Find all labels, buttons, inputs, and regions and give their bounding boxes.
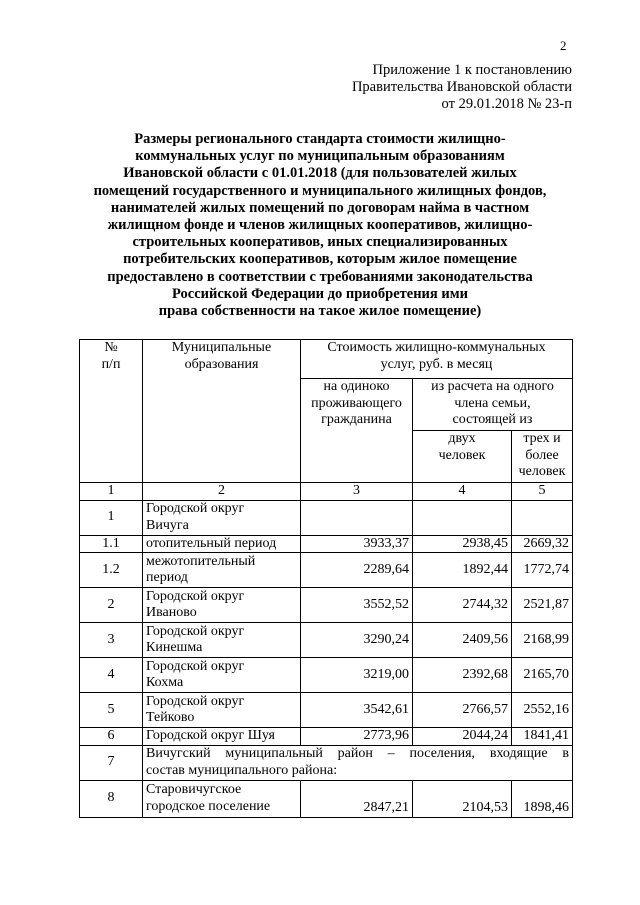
title-line: Размеры регионального стандарта стоимости жилищно- [134, 131, 506, 147]
column-index: 5 [512, 483, 573, 501]
title-line: Ивановской области с 01.01.2018 (для пользователей жилых [123, 165, 517, 182]
header-two: двух человек [413, 431, 512, 483]
table-row: 5 Городской округ Тейково 3542,61 2766,57 2552,16 [80, 693, 573, 728]
header-three: трех и более человек [512, 431, 573, 483]
title-line: строительных кооперативов, иных специализированных [132, 234, 508, 251]
title-line: предоставлено в соответствии с требованиями законодательства [107, 268, 533, 285]
column-index: 4 [413, 483, 512, 501]
header-single: на одиноко проживающего гражданина [301, 379, 413, 483]
appendix-header [352, 62, 572, 113]
table-row: 8 Старовичугское городское поселение 2847,21 2104,53 1898,46 [80, 780, 573, 817]
table-row: 4 Городской округ Кохма 3219,00 2392,68 2165,70 [80, 658, 573, 693]
appendix-line: Приложение 1 к постановлению [372, 62, 572, 78]
appendix-line: от 29.01.2018 № 23-п [441, 96, 572, 112]
header-family: из расчета на одного члена семьи, состоящей из [413, 379, 573, 431]
column-index: 3 [301, 483, 413, 501]
page-number: 2 [560, 38, 567, 53]
cost-standard-table [79, 339, 573, 818]
column-index: 2 [143, 483, 301, 501]
title-line: помещений государственного и муниципального жилищных фондов, [93, 182, 547, 199]
table-row: 1.2 межотопительный период 2289,64 1892,44 1772,74 [80, 553, 573, 588]
header-num: № п/п [80, 340, 143, 483]
title-line: Российской Федерации до приобретения ими [172, 285, 468, 302]
header-cost: Стоимость жилищно-коммунальных услуг, руб. в месяц [301, 340, 573, 379]
table-row: 6 Городской округ Шуя 2773,96 2044,24 1841,41 [80, 728, 573, 746]
title-line: коммунальных услуг по муниципальным образованиям [135, 148, 505, 165]
document-title [90, 131, 550, 320]
header-municipality: Муниципальные образования [143, 340, 301, 483]
table-row: 1 Городской округ Вичуга [80, 500, 573, 535]
title-line: потребительских кооперативов, которым жилое помещение [123, 251, 517, 268]
title-line: жилищном фонде и членов жилищных кооперативов, жилищно- [107, 217, 533, 234]
title-line: нанимателей жилых помещений по договорам найма в частном [110, 199, 530, 216]
appendix-line: Правительства Ивановской области [351, 79, 572, 95]
table-row: 2 Городской округ Иваново 3552,52 2744,32 2521,87 [80, 588, 573, 623]
section-row: 7 Вичугский муниципальный район – поселения, входящие в состав муниципального района: [80, 745, 573, 780]
title-line: права собственности на такое жилое помещение) [158, 303, 482, 320]
table-row: 1.1 отопительный период 3933,37 2938,45 2669,32 [80, 535, 573, 553]
column-index: 1 [80, 483, 143, 501]
table-row: 3 Городской округ Кинешма 3290,24 2409,56 2168,99 [80, 623, 573, 658]
